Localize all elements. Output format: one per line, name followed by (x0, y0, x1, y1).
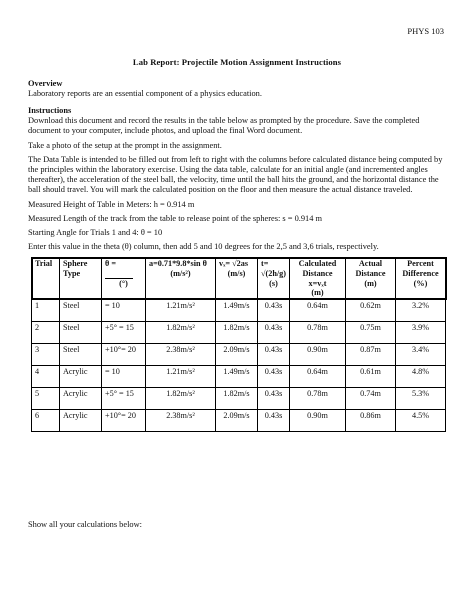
cell-time: 0.43s (258, 409, 290, 431)
overview-text: Laboratory reports are an essential component of a physics education. (28, 89, 262, 98)
cell-sphere: Acrylic (60, 387, 102, 409)
starting-angle: Starting Angle for Trials 1 and 4: θ = 10 (28, 228, 163, 238)
header-calculated-distance: Calculated Distance x=vₓt (m) (290, 258, 346, 299)
cell-calculated-distance: 0.90m (290, 409, 346, 431)
cell-trial: 3 (32, 343, 60, 365)
theta-instruction: Enter this value in the theta (θ) column, then add 5 and 10 degrees for the 2,5 and 3,6 trials, respectively. (28, 242, 379, 252)
cell-actual-distance: 0.74m (346, 387, 396, 409)
header-time: t= √(2h/g) (s) (258, 258, 290, 299)
cell-acceleration: 1.21m/s² (146, 365, 216, 387)
cell-velocity: 1.82m/s (216, 387, 258, 409)
cell-sphere: Steel (60, 321, 102, 343)
cell-time: 0.43s (258, 365, 290, 387)
header-sphere-type: Sphere Type (60, 258, 102, 299)
cell-actual-distance: 0.87m (346, 343, 396, 365)
table-row (32, 321, 446, 343)
cell-sphere: Steel (60, 343, 102, 365)
cell-calculated-distance: 0.78m (290, 387, 346, 409)
cell-trial: 1 (32, 299, 60, 321)
table-row (32, 299, 446, 321)
cell-calculated-distance: 0.90m (290, 343, 346, 365)
table-row (32, 365, 446, 387)
instructions-paragraph: Take a photo of the setup at the prompt in the assignment. (28, 140, 222, 150)
cell-trial: 5 (32, 387, 60, 409)
table-header-row (32, 258, 446, 299)
header-percent-difference: Percent Difference (%) (396, 258, 446, 299)
cell-percent-difference: 3.4% (396, 343, 446, 365)
cell-sphere: Acrylic (60, 365, 102, 387)
cell-acceleration: 2.38m/s² (146, 343, 216, 365)
table-height-measure: Measured Height of Table in Meters: h = 0.914 m (28, 199, 195, 209)
cell-percent-difference: 3.9% (396, 321, 446, 343)
course-code: PHYS 103 (407, 26, 444, 36)
cell-theta: +10°= 20 (102, 343, 146, 365)
cell-acceleration: 2.38m/s² (146, 409, 216, 431)
cell-theta: +5° = 15 (102, 387, 146, 409)
cell-time: 0.43s (258, 343, 290, 365)
document-body (28, 78, 444, 432)
document-title: Lab Report: Projectile Motion Assignment Instructions (132, 57, 342, 67)
header-trial: Trial (32, 258, 60, 299)
cell-trial: 4 (32, 365, 60, 387)
cell-velocity: 1.82m/s (216, 321, 258, 343)
cell-acceleration: 1.21m/s² (146, 299, 216, 321)
cell-acceleration: 1.82m/s² (146, 321, 216, 343)
table-row (32, 387, 446, 409)
cell-trial: 2 (32, 321, 60, 343)
cell-sphere: Steel (60, 299, 102, 321)
header-velocity: vₓ= √2as (m/s) (216, 258, 258, 299)
cell-percent-difference: 4.5% (396, 409, 446, 431)
instructions-paragraph: The Data Table is intended to be filled out from left to right with the columns before calculated distance being computed by the principles within the laboratory exercise. Using the data table, calculate for an initial angle (and incremented angles thereafter), the acceleration of the steel ball, the velocity, time until the ball hits the ground, and the horizontal distance the ball should travel. You will mark the calculated position on the floor and then measure the actual distance traveled. (28, 154, 443, 195)
cell-velocity: 2.09m/s (216, 343, 258, 365)
cell-time: 0.43s (258, 321, 290, 343)
cell-acceleration: 1.82m/s² (146, 387, 216, 409)
data-table (31, 257, 446, 431)
cell-velocity: 1.49m/s (216, 299, 258, 321)
cell-theta: = 10 (102, 365, 146, 387)
cell-actual-distance: 0.86m (346, 409, 396, 431)
cell-percent-difference: 4.8% (396, 365, 446, 387)
cell-theta: +10°= 20 (102, 409, 146, 431)
table-row (32, 409, 446, 431)
cell-percent-difference: 5.3% (396, 387, 446, 409)
track-length-measure: Measured Length of the track from the table to release point of the spheres: s = 0.914 m (28, 213, 323, 223)
cell-calculated-distance: 0.64m (290, 299, 346, 321)
cell-trial: 6 (32, 409, 60, 431)
cell-actual-distance: 0.75m (346, 321, 396, 343)
cell-velocity: 1.49m/s (216, 365, 258, 387)
cell-actual-distance: 0.62m (346, 299, 396, 321)
overview-heading: Overview (28, 79, 63, 88)
cell-percent-difference: 3.2% (396, 299, 446, 321)
instructions-paragraph: Download this document and record the results in the table below as prompted by the procedure. Save the completed document to your computer, include photos, and upload the final Word document. (28, 116, 420, 136)
header-acceleration: a=0.71*9.8*sin θ (m/s²) (146, 258, 216, 299)
instructions-heading: Instructions (28, 106, 72, 116)
cell-calculated-distance: 0.78m (290, 321, 346, 343)
calculations-prompt: Show all your calculations below: (28, 520, 142, 529)
cell-sphere: Acrylic (60, 409, 102, 431)
cell-time: 0.43s (258, 387, 290, 409)
cell-calculated-distance: 0.64m (290, 365, 346, 387)
cell-theta: +5° = 15 (102, 321, 146, 343)
header-theta: θ = (°) (102, 258, 146, 299)
cell-theta: = 10 (102, 299, 146, 321)
cell-actual-distance: 0.61m (346, 365, 396, 387)
header-actual-distance: Actual Distance (m) (346, 258, 396, 299)
cell-time: 0.43s (258, 299, 290, 321)
cell-velocity: 2.09m/s (216, 409, 258, 431)
table-row (32, 343, 446, 365)
